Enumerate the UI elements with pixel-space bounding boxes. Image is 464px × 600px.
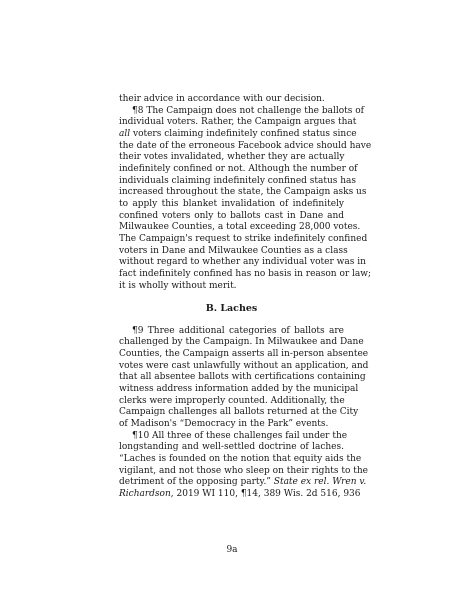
citation-case-name: State ex rel. Wren v. — [273, 477, 367, 488]
text-line: longstanding and well-settled doctrine of laches. — [119, 442, 344, 453]
text-line-rest: , 2019 WI 110, ¶14, 389 Wis. 2d 516, 936 — [170, 489, 361, 499]
text-line: votes were cast unlawfully without an application, and — [119, 360, 369, 371]
emphasis-all: all — [119, 128, 131, 139]
text-line: “Laches is founded on the notion that equity aids the — [119, 454, 362, 465]
text-line: ¶9 Three additional categories of ballots are — [132, 325, 344, 336]
text-line-start: detriment of the opposing party.” — [119, 477, 271, 488]
text-line: indefinitely confined or not. Although the number of — [119, 163, 358, 174]
paragraph-9 — [119, 325, 369, 431]
text-line: individuals claiming indefinitely confined status has — [119, 175, 357, 186]
text-line: The Campaign's request to strike indefinitely confined — [119, 233, 368, 244]
text-line: to apply this blanket invalidation of indefinitely — [119, 198, 344, 209]
text-line: clerks were improperly counted. Additionally, the — [119, 395, 345, 406]
text-line: the date of the erroneous Facebook advice should have — [119, 140, 372, 151]
text-line: increased throughout the state, the Campaign asks us — [119, 187, 367, 198]
text-line: Campaign challenges all ballots returned at the City — [119, 407, 359, 418]
text-line: of Madison's “Democracy in the Park” events. — [119, 419, 329, 430]
citation-case-name-cont: Richardson — [119, 489, 171, 499]
text-line: fact indefinitely confined has no basis in reason or law; — [119, 268, 372, 279]
paragraph-10 — [119, 430, 368, 501]
text-line-rest: voters claiming indefinitely confined status since — [130, 128, 357, 139]
text-line-citation — [119, 489, 361, 501]
text-line: it is wholly without merit. — [119, 280, 237, 291]
text-line: their votes invalidated, whether they are actually — [119, 152, 345, 163]
text-line: ¶10 All three of these challenges fail under the — [132, 430, 348, 441]
text-line: that all absentee ballots with certifications containing — [119, 372, 366, 383]
text-line: without regard to whether any individual voter was in — [119, 257, 366, 268]
text-line: witness address information added by the municipal — [119, 384, 359, 395]
paragraph-8 — [119, 105, 372, 293]
section-heading: B. Laches — [205, 303, 258, 315]
text-line-emphasis — [119, 128, 357, 141]
text-line: confined voters only to ballots cast in Dane and — [119, 210, 344, 221]
page-number: 9a — [226, 545, 238, 555]
body-text — [119, 94, 372, 501]
text-line: Milwaukee Counties, a total exceeding 28,000 votes. — [119, 222, 361, 233]
text-line: individual voters. Rather, the Campaign argues that — [119, 117, 357, 128]
text-line: vigilant, and not those who sleep on their rights to the — [119, 465, 368, 476]
text-line: challenged by the Campaign. In Milwaukee and Dane — [119, 337, 364, 348]
text-line: voters in Dane and Milwaukee Counties as a class — [119, 245, 348, 256]
text-line-citation — [119, 477, 367, 489]
text-line: Counties, the Campaign asserts all in-person absentee — [119, 349, 369, 360]
text-line: ¶8 The Campaign does not challenge the ballots of — [132, 105, 364, 116]
continuation-line: their advice in accordance with our decision. — [119, 94, 325, 104]
